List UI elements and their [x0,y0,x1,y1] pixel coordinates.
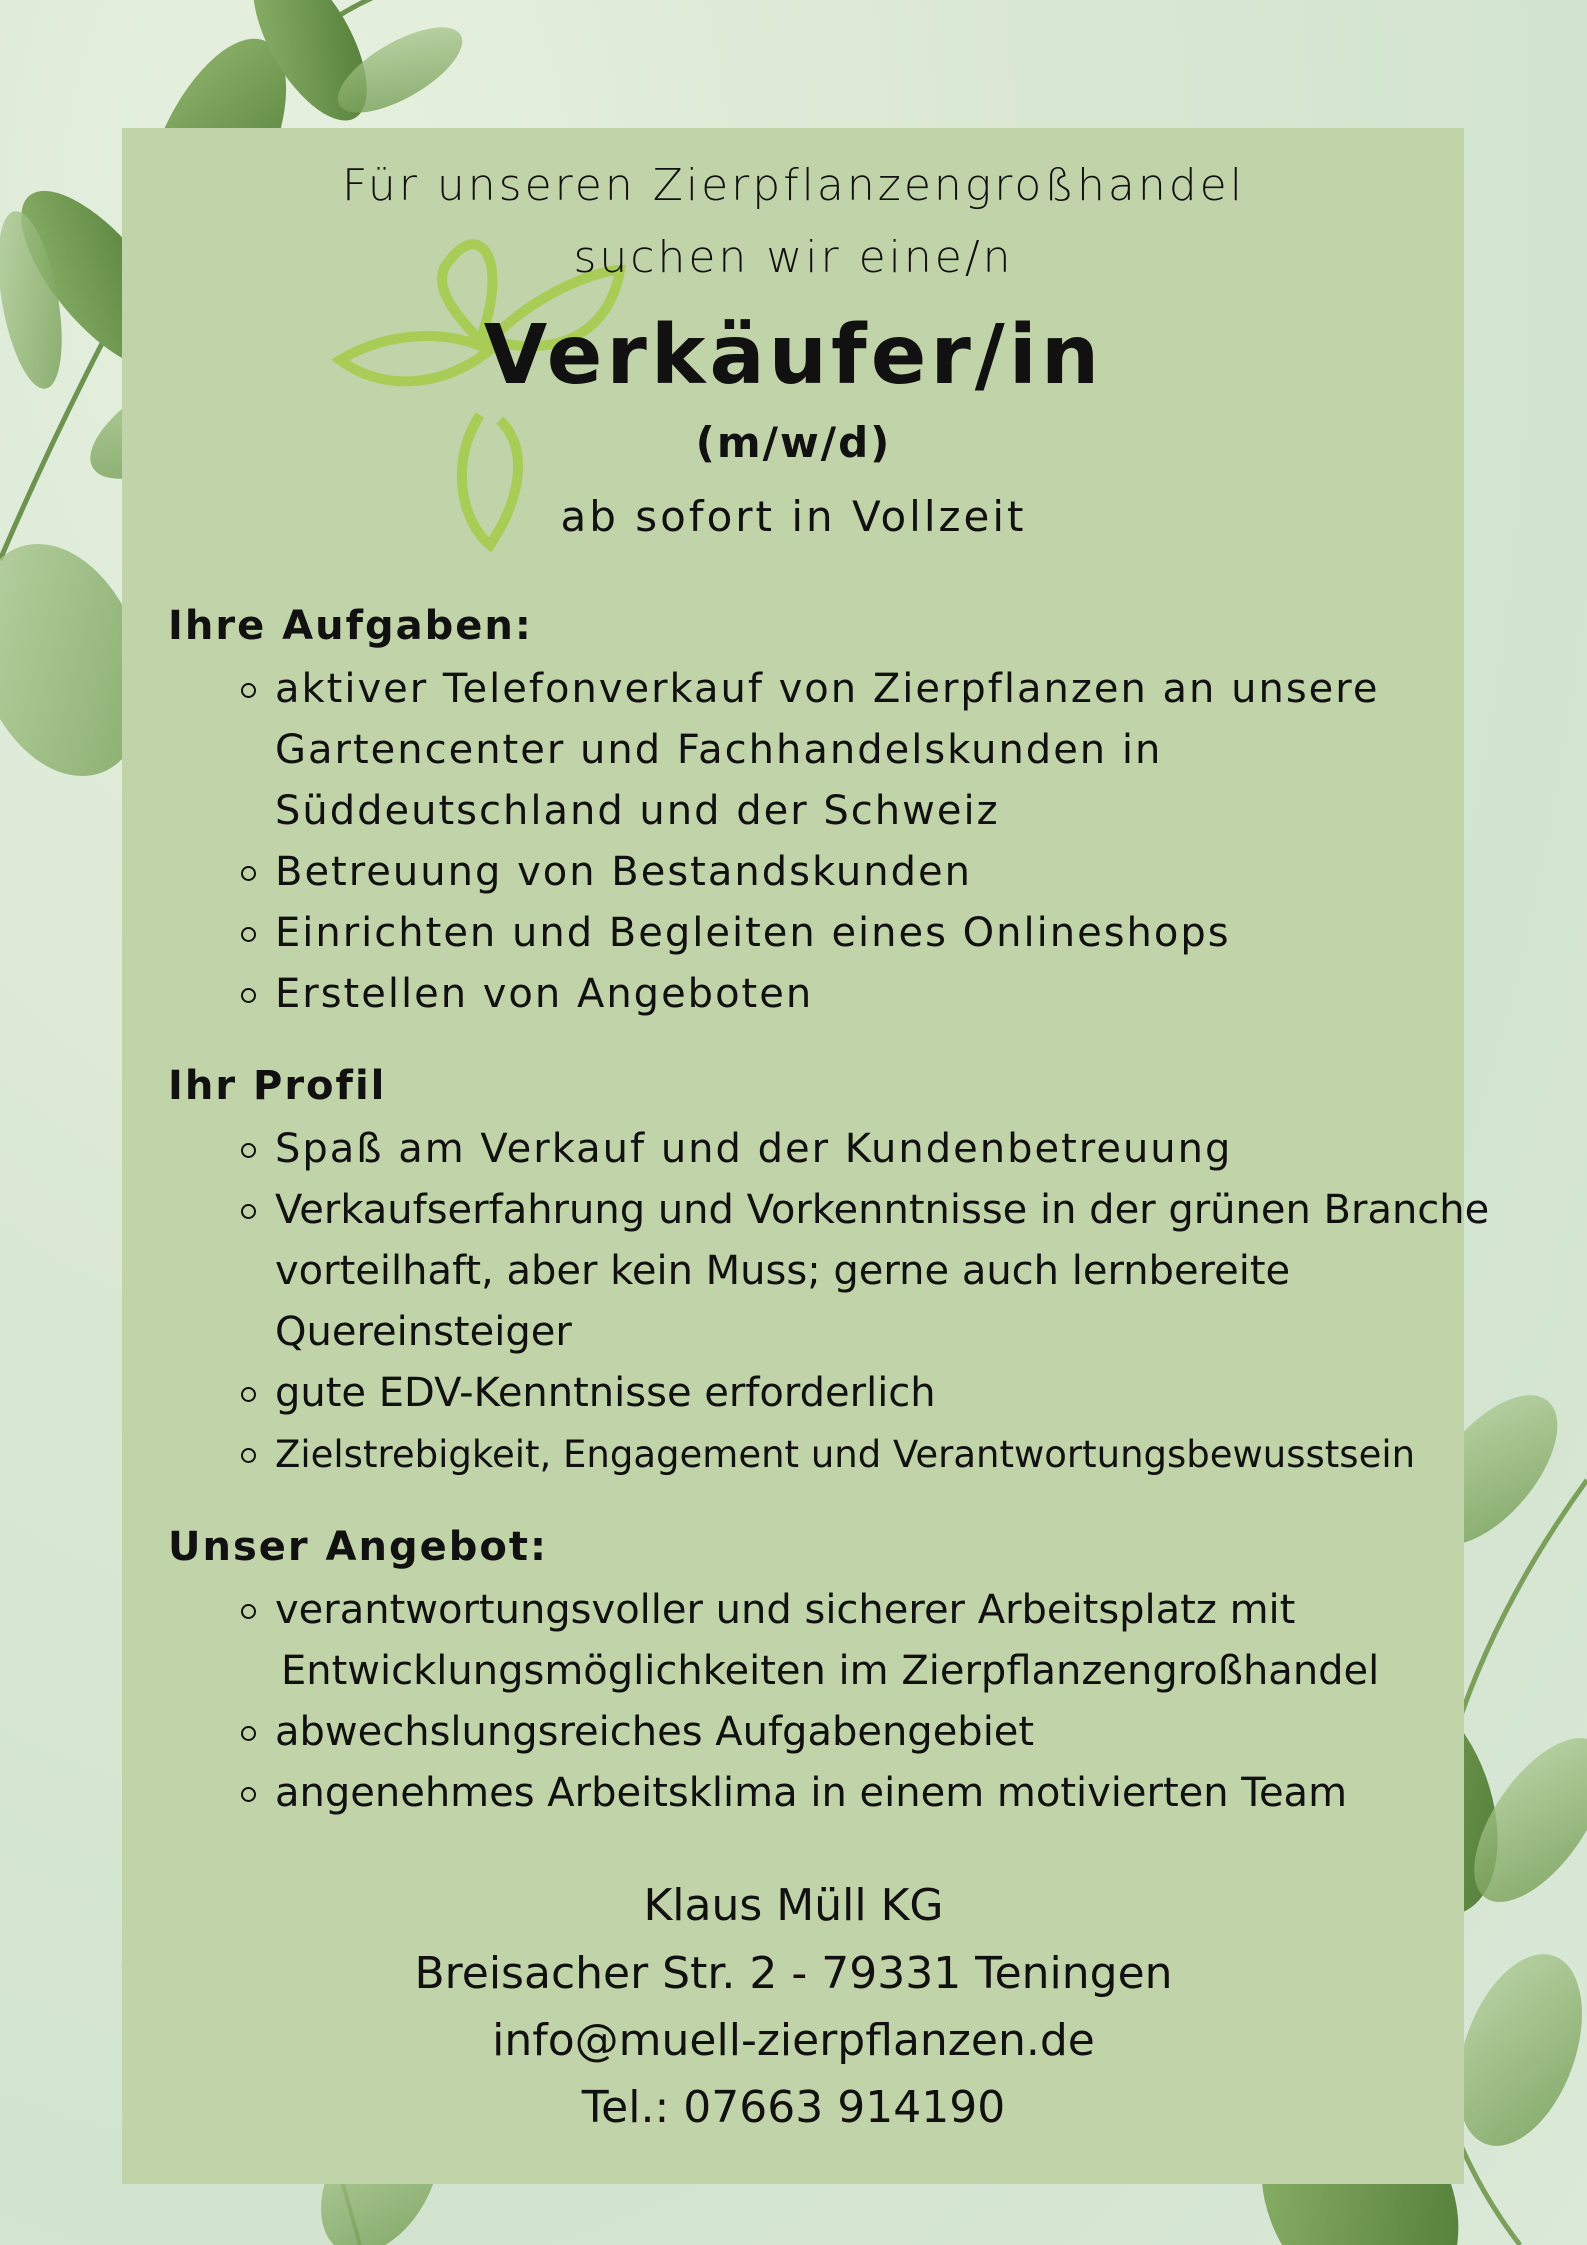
bullet-circle-icon [241,683,256,698]
list-item-line: aktiver Telefonverkauf von Zierpflanzen an unsere [275,666,1380,712]
bullet-circle-icon [241,988,256,1003]
list-item-line: vorteilhaft, aber kein Muss; gerne auch lernbereite [275,1248,1291,1294]
bullet-circle-icon [241,866,256,881]
bullet-circle-icon [241,927,256,942]
list-item-line: abwechslungsreiches Aufgabengebiet [275,1709,1035,1755]
list-item-line: Zielstrebigkeit, Engagement und Verantwortungsbewusstsein [275,1433,1416,1476]
list-item-line: Einrichten und Begleiten eines Onlineshops [275,910,1231,956]
offer-heading: Unser Angebot: [168,1524,548,1570]
list-item [275,659,1379,842]
list-item [275,1180,1489,1363]
list-item-line: angenehmes Arbeitsklima in einem motivierten Team [275,1770,1348,1816]
list-item [275,1363,936,1424]
list-item-line: Quereinsteiger [275,1309,572,1355]
bullet-circle-icon [241,1787,256,1802]
gender-note: (m/w/d) [695,418,892,467]
company-address: Breisacher Str. 2 - 79331 Teningen [414,1948,1173,1999]
list-item-line: Gartencenter und Fachhandelskunden in [275,727,1163,773]
company-name: Klaus Müll KG [643,1880,944,1931]
list-item-line: verantwortungsvoller und sicherer Arbeitsplatz mit [275,1587,1296,1633]
bullet-circle-icon [241,1448,256,1463]
start-note: ab sofort in Vollzeit [560,492,1027,541]
list-item-line: Süddeutschland und der Schweiz [275,788,1000,834]
profile-heading: Ihr Profil [168,1063,387,1109]
list-item [275,964,813,1025]
list-item [275,1702,1034,1763]
list-item [275,1119,1232,1180]
list-item-line: Entwicklungsmöglichkeiten im Zierpflanzengroßhandel [281,1648,1380,1694]
list-item [275,903,1231,964]
list-item-line: Verkaufserfahrung und Vorkenntnisse in der grünen Branche [275,1187,1490,1233]
bullet-circle-icon [241,1387,256,1402]
bullet-circle-icon [241,1143,256,1158]
list-item-line: Erstellen von Angeboten [275,971,814,1017]
tasks-heading: Ihre Aufgaben: [168,603,533,649]
intro-line-1: Für unseren Zierpflanzengroßhandel [342,160,1245,211]
list-item [275,1424,1415,1485]
list-item [275,842,972,903]
list-item [275,1580,1379,1702]
list-item-line: gute EDV-Kenntnisse erforderlich [275,1370,936,1416]
bullet-circle-icon [241,1726,256,1741]
contact-phone: Tel.: 07663 914190 [581,2082,1006,2133]
list-item-line: Betreuung von Bestandskunden [275,849,972,895]
contact-email-link[interactable]: info@muell-zierpflanzen.de [492,2015,1095,2066]
list-item [275,1763,1347,1824]
bullet-circle-icon [241,1204,256,1219]
list-item-line: Spaß am Verkauf und der Kundenbetreuung [275,1126,1233,1172]
intro-line-2: suchen wir eine/n [573,232,1014,283]
job-title: Verkäufer/in [483,308,1104,403]
bullet-circle-icon [241,1604,256,1619]
